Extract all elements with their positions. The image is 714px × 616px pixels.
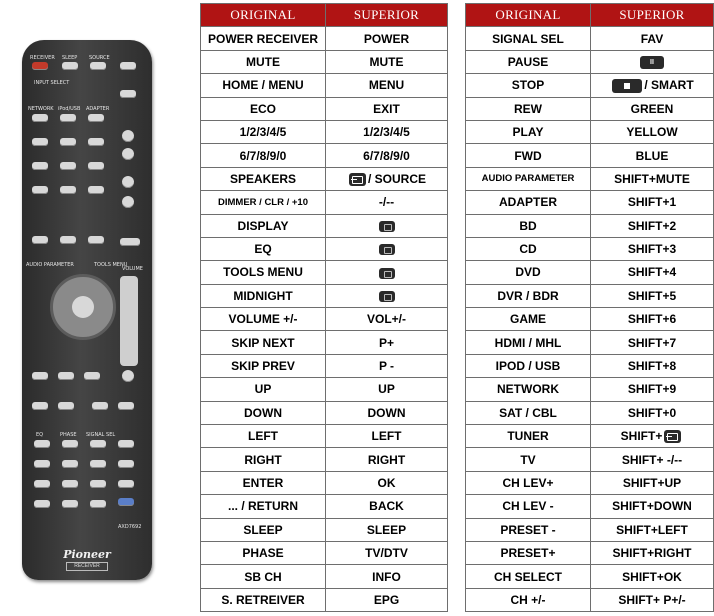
table-row	[201, 448, 448, 471]
table-row	[466, 284, 714, 307]
cell-superior-text: SHIFT+3	[627, 242, 677, 257]
table-row	[201, 308, 448, 331]
cell-original: HDMI / MHL	[466, 331, 591, 354]
cell-superior	[326, 331, 448, 354]
remote-stop-button	[58, 372, 74, 380]
cell-superior	[591, 448, 714, 471]
stop-icon	[612, 79, 642, 93]
remote-button	[32, 114, 48, 122]
mapping-table-right	[465, 3, 714, 612]
table-row	[466, 448, 714, 471]
table-row	[201, 331, 448, 354]
cell-superior	[326, 167, 448, 190]
remote-label-signal-sel: SIGNAL SEL	[86, 432, 116, 438]
table-row	[201, 50, 448, 73]
cell-original: GAME	[466, 308, 591, 331]
remote-label-input-select: INPUT SELECT	[34, 80, 70, 86]
table-body-left	[201, 27, 448, 612]
remote-ch-up-button	[122, 130, 134, 142]
table-row	[466, 588, 714, 611]
remote-rew-button	[32, 402, 48, 410]
cell-superior-text: P+	[378, 335, 394, 350]
table-row	[201, 565, 448, 588]
table-header-row	[201, 4, 448, 27]
table-header-row	[466, 4, 714, 27]
remote-ch-down-button	[122, 148, 134, 160]
remote-button	[34, 480, 50, 488]
cell-superior	[326, 401, 448, 424]
table-row	[466, 354, 714, 377]
remote-button	[32, 162, 48, 170]
cell-original: ECO	[201, 97, 326, 120]
remote-button	[32, 138, 48, 146]
cell-superior	[591, 27, 714, 50]
cell-original: SKIP PREV	[201, 354, 326, 377]
table-row	[201, 588, 448, 611]
cell-superior	[591, 471, 714, 494]
cell-superior-text: MUTE	[369, 54, 404, 69]
cell-superior	[591, 541, 714, 564]
cell-superior-text: VOL+/-	[366, 312, 406, 327]
cell-superior	[326, 120, 448, 143]
table-row	[201, 378, 448, 401]
blank-icon	[379, 244, 395, 255]
remote-receiver-plate: RECEIVER	[66, 562, 108, 571]
remote-enter-small-button	[90, 500, 106, 508]
remote-button	[60, 162, 76, 170]
table-row	[201, 144, 448, 167]
cell-original: FWD	[466, 144, 591, 167]
cell-superior-text: DOWN	[367, 405, 406, 420]
remote-label-adapter: ADAPTER	[86, 106, 110, 112]
cell-superior	[591, 425, 714, 448]
table-row	[201, 237, 448, 260]
remote-body	[22, 40, 152, 580]
table-row	[201, 191, 448, 214]
remote-button	[88, 114, 104, 122]
cell-superior-text: / SMART	[644, 77, 694, 92]
cell-superior-text: SHIFT+	[620, 429, 663, 444]
remote-play-button	[84, 372, 100, 380]
cell-superior	[591, 74, 714, 97]
table-row	[466, 401, 714, 424]
cell-superior	[326, 378, 448, 401]
cell-superior-text: SHIFT+7	[627, 335, 677, 350]
cell-superior	[591, 237, 714, 260]
remote-button	[90, 480, 106, 488]
table-row	[466, 331, 714, 354]
cell-superior-text: BLUE	[635, 148, 669, 163]
cell-superior	[326, 495, 448, 518]
remote-disp-button	[118, 440, 134, 448]
mapping-table-left	[200, 3, 448, 612]
cell-superior-text: SLEEP	[366, 522, 407, 537]
remote-label-eq: EQ	[36, 432, 44, 438]
cell-original: TV	[466, 448, 591, 471]
table-row	[466, 518, 714, 541]
cell-superior	[591, 144, 714, 167]
cell-original: STOP	[466, 74, 591, 97]
cell-original: 1/2/3/4/5	[201, 120, 326, 143]
cell-original: DOWN	[201, 401, 326, 424]
table-row	[201, 354, 448, 377]
cell-superior	[326, 471, 448, 494]
cell-original: DVR / BDR	[466, 284, 591, 307]
remote-button	[60, 186, 76, 194]
cell-superior-text: BACK	[369, 499, 404, 514]
remote-control-image	[0, 0, 196, 616]
header-superior: SUPERIOR	[326, 4, 448, 27]
remote-button	[60, 114, 76, 122]
cell-original: ENTER	[201, 471, 326, 494]
cell-superior	[326, 97, 448, 120]
table-row	[201, 120, 448, 143]
cell-superior-text: 1/2/3/4/5	[363, 125, 410, 140]
remote-vol-up-button	[122, 176, 134, 188]
remote-sleep-button	[62, 62, 78, 70]
remote-button	[90, 460, 106, 468]
remote-button	[88, 162, 104, 170]
table-row	[201, 495, 448, 518]
remote-dpad	[50, 274, 116, 340]
cell-original: TOOLS MENU	[201, 261, 326, 284]
cell-superior	[591, 261, 714, 284]
cell-original: NETWORK	[466, 378, 591, 401]
remote-model-label: AXD7692	[118, 524, 142, 530]
cell-original: EQ	[201, 237, 326, 260]
cell-superior	[326, 541, 448, 564]
remote-button	[34, 460, 50, 468]
cell-original: AUDIO PARAMETER	[466, 167, 591, 190]
cell-superior	[326, 308, 448, 331]
remote-tv-power-button	[120, 62, 136, 70]
cell-superior	[326, 144, 448, 167]
cell-original: DVD	[466, 261, 591, 284]
cell-superior-text: SHIFT+ P+/-	[618, 592, 686, 607]
cell-superior	[591, 308, 714, 331]
table-row	[466, 471, 714, 494]
table-row	[466, 97, 714, 120]
table-row	[201, 214, 448, 237]
table-row	[466, 565, 714, 588]
cell-original: SLEEP	[201, 518, 326, 541]
cell-superior	[326, 284, 448, 307]
remote-button	[90, 440, 106, 448]
remote-button	[62, 460, 78, 468]
remote-eco-button	[120, 238, 140, 246]
cell-superior-text: P -	[378, 359, 395, 374]
remote-label-sleep: SLEEP	[62, 55, 78, 61]
remote-label-audio-parameter: AUDIO PARAMETER	[26, 262, 74, 268]
cell-original: CD	[466, 237, 591, 260]
cell-original: UP	[201, 378, 326, 401]
cell-superior	[326, 354, 448, 377]
cell-superior	[326, 425, 448, 448]
cell-superior	[591, 167, 714, 190]
cell-original: SAT / CBL	[466, 401, 591, 424]
remote-ch-plus-button	[118, 460, 134, 468]
cell-superior-text: -/--	[378, 195, 395, 210]
remote-tre-minus-button	[92, 402, 108, 410]
cell-superior	[591, 97, 714, 120]
remote-brand-logo: Pioneer	[63, 548, 111, 561]
cell-superior-text: POWER	[363, 31, 410, 46]
cell-superior-text: 6/7/8/9/0	[363, 148, 410, 163]
cell-original: HOME / MENU	[201, 74, 326, 97]
header-original: ORIGINAL	[201, 4, 326, 27]
cell-superior-text: / SOURCE	[367, 171, 426, 186]
remote-shift-button	[118, 498, 134, 506]
cell-superior-text: TV/DTV	[365, 546, 408, 561]
cell-original: ... / RETURN	[201, 495, 326, 518]
input-icon	[349, 173, 366, 186]
cell-superior-text: EXIT	[373, 101, 400, 116]
cell-superior-text: LEFT	[371, 429, 402, 444]
cell-original: S. RETREIVER	[201, 588, 326, 611]
cell-superior-text: RIGHT	[367, 452, 406, 467]
cell-superior-text: SHIFT+5	[627, 288, 677, 303]
cell-original: SB CH	[201, 565, 326, 588]
cell-superior	[326, 518, 448, 541]
cell-superior-text: SHIFT+6	[627, 312, 677, 327]
remote-button	[62, 480, 78, 488]
cell-original: RIGHT	[201, 448, 326, 471]
remote-button	[60, 138, 76, 146]
cell-superior-text: EPG	[373, 592, 400, 607]
cell-original: ADAPTER	[466, 191, 591, 214]
header-original: ORIGINAL	[466, 4, 591, 27]
cell-original: PAUSE	[466, 50, 591, 73]
cell-superior	[326, 261, 448, 284]
cell-superior	[591, 588, 714, 611]
cell-superior-text: SHIFT+4	[627, 265, 677, 280]
cell-superior	[326, 27, 448, 50]
table-row	[466, 308, 714, 331]
cell-original: PRESET+	[466, 541, 591, 564]
cell-original: BD	[466, 214, 591, 237]
remote-input-button	[120, 90, 136, 98]
cell-superior	[326, 565, 448, 588]
remote-button	[62, 440, 78, 448]
cell-original: DIMMER / CLR / +10	[201, 191, 326, 214]
cell-superior-text: SHIFT+0	[627, 405, 677, 420]
cell-superior-text: UP	[378, 382, 395, 397]
cell-original: POWER RECEIVER	[201, 27, 326, 50]
blank-icon	[379, 268, 395, 279]
table-row	[201, 261, 448, 284]
cell-original: CH SELECT	[466, 565, 591, 588]
cell-superior	[591, 331, 714, 354]
table-row	[466, 120, 714, 143]
cell-original: MIDNIGHT	[201, 284, 326, 307]
cell-superior	[591, 354, 714, 377]
table-row	[201, 401, 448, 424]
cell-superior	[591, 518, 714, 541]
remote-label-tools: TOOLS MENU	[94, 262, 128, 268]
table-row	[466, 191, 714, 214]
remote-button	[32, 186, 48, 194]
cell-superior-text: SHIFT+1	[627, 195, 677, 210]
blank-icon	[379, 221, 395, 232]
table-row	[201, 425, 448, 448]
remote-button	[34, 440, 50, 448]
table-body-right	[466, 27, 714, 612]
cell-original: VOLUME +/-	[201, 308, 326, 331]
cell-superior	[326, 448, 448, 471]
remote-clr-button	[34, 500, 50, 508]
remote-power-button	[32, 62, 48, 70]
cell-superior	[591, 50, 714, 73]
table-row	[466, 237, 714, 260]
table-row	[201, 167, 448, 190]
remote-mute-button	[122, 370, 134, 382]
remote-tre-plus-button	[118, 402, 134, 410]
blank-icon	[379, 291, 395, 302]
cell-superior	[326, 214, 448, 237]
header-superior: SUPERIOR	[591, 4, 714, 27]
cell-original: MUTE	[201, 50, 326, 73]
remote-ch-minus-button	[118, 480, 134, 488]
remote-label-volume: VOLUME	[122, 266, 143, 272]
cell-original: REW	[466, 97, 591, 120]
cell-superior	[591, 284, 714, 307]
remote-pause-button	[32, 372, 48, 380]
cell-superior	[591, 378, 714, 401]
input-icon	[664, 430, 681, 443]
cell-original: CH LEV+	[466, 471, 591, 494]
cell-original: SKIP NEXT	[201, 331, 326, 354]
table-row	[201, 541, 448, 564]
cell-superior-text: OK	[377, 476, 396, 490]
table-row	[466, 541, 714, 564]
table-row	[201, 97, 448, 120]
cell-original: IPOD / USB	[466, 354, 591, 377]
cell-superior-text: SHIFT+RIGHT	[612, 546, 692, 561]
cell-original: CH LEV -	[466, 495, 591, 518]
cell-superior-text: YELLOW	[626, 125, 678, 140]
table-row	[466, 167, 714, 190]
remote-alc-button	[60, 236, 76, 244]
table-row	[466, 27, 714, 50]
cell-superior	[326, 237, 448, 260]
table-row	[466, 495, 714, 518]
table-row	[201, 518, 448, 541]
remote-adv-surr-button	[88, 236, 104, 244]
cell-superior-text: MENU	[368, 78, 405, 93]
table-row	[201, 471, 448, 494]
remote-fwd-button	[58, 402, 74, 410]
table-row	[201, 284, 448, 307]
remote-button	[88, 138, 104, 146]
remote-source-button	[90, 62, 106, 70]
remote-label-source: SOURCE	[89, 55, 110, 61]
table-row	[466, 425, 714, 448]
cell-original: 6/7/8/9/0	[201, 144, 326, 167]
table-row	[466, 261, 714, 284]
remote-enter-button	[72, 296, 94, 318]
cell-superior-text: SHIFT+2	[627, 218, 677, 233]
cell-superior-text: SHIFT+ -/--	[621, 452, 683, 467]
cell-original: PLAY	[466, 120, 591, 143]
remote-vol-down-button	[122, 196, 134, 208]
table-row	[201, 27, 448, 50]
cell-original: LEFT	[201, 425, 326, 448]
cell-original: CH +/-	[466, 588, 591, 611]
remote-label-ipod: iPod/USB	[58, 106, 81, 112]
cell-superior	[591, 214, 714, 237]
cell-superior	[326, 50, 448, 73]
cell-superior	[591, 191, 714, 214]
remote-label-network: NETWORK	[28, 106, 54, 112]
pause-icon: II	[640, 56, 664, 69]
cell-superior-text: SHIFT+OK	[622, 569, 682, 584]
cell-superior	[591, 401, 714, 424]
cell-original: TUNER	[466, 425, 591, 448]
cell-superior	[326, 74, 448, 97]
cell-superior	[326, 588, 448, 611]
cell-superior-text: SHIFT+9	[627, 382, 677, 397]
cell-superior-text: SHIFT+LEFT	[616, 522, 688, 537]
cell-superior-text: SHIFT+MUTE	[614, 171, 690, 186]
remote-zero-button	[62, 500, 78, 508]
table-row	[201, 74, 448, 97]
cell-original: PHASE	[201, 541, 326, 564]
cell-superior	[591, 120, 714, 143]
cell-original: PRESET -	[466, 518, 591, 541]
remote-auto-direct-button	[32, 236, 48, 244]
table-row	[466, 74, 714, 97]
remote-volume-rocker	[120, 276, 138, 366]
cell-superior-text: SHIFT+DOWN	[612, 499, 692, 514]
table-row	[466, 378, 714, 401]
table-row	[466, 50, 714, 73]
cell-original: DISPLAY	[201, 214, 326, 237]
remote-button	[88, 186, 104, 194]
remote-label-phase: PHASE	[60, 432, 77, 438]
cell-original: SPEAKERS	[201, 167, 326, 190]
cell-superior	[591, 495, 714, 518]
remote-label-receiver: RECEIVER	[30, 55, 55, 61]
cell-superior-text: FAV	[640, 31, 664, 46]
table-row	[466, 214, 714, 237]
cell-superior-text: INFO	[372, 569, 401, 584]
table-row	[466, 144, 714, 167]
cell-superior-text: GREEN	[630, 101, 674, 116]
cell-original: SIGNAL SEL	[466, 27, 591, 50]
cell-superior	[591, 565, 714, 588]
cell-superior	[326, 191, 448, 214]
cell-superior-text: SHIFT+UP	[622, 476, 682, 490]
cell-superior-text: SHIFT+8	[627, 359, 677, 374]
